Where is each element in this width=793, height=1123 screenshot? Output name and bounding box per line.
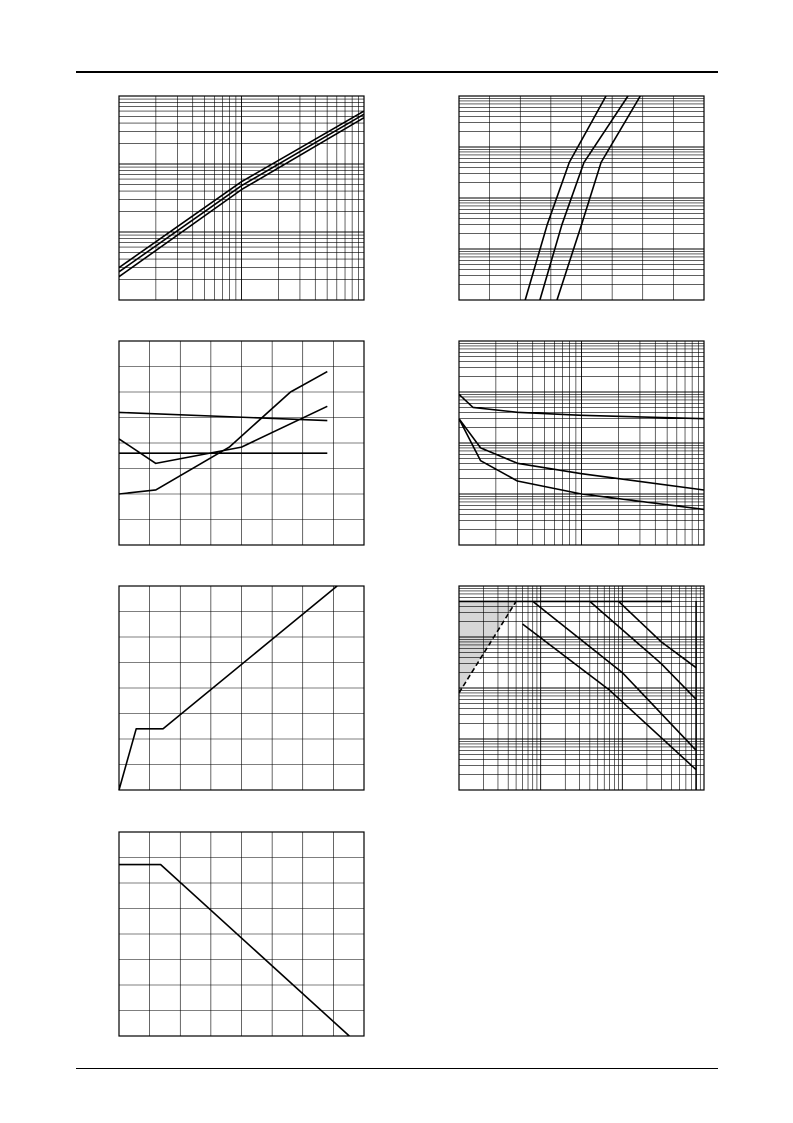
series-line-3: [119, 372, 327, 494]
series-line-3: [523, 624, 697, 770]
footer-rule: [76, 1068, 718, 1069]
series-line-4: [590, 601, 696, 699]
chart-4-log-log: [459, 341, 704, 545]
chart-7-derating: [119, 832, 364, 1036]
series-line-2: [119, 406, 327, 463]
series-line-5: [619, 601, 697, 667]
chart-2-semilog: [459, 96, 704, 300]
chart-6-safe-operating-area: [459, 586, 704, 790]
header-rule: [76, 71, 718, 73]
series-line-1: [119, 412, 327, 420]
chart-3-linear: [119, 341, 364, 545]
chart-5-linear: [119, 586, 364, 790]
chart-1-log-log: [119, 96, 364, 300]
